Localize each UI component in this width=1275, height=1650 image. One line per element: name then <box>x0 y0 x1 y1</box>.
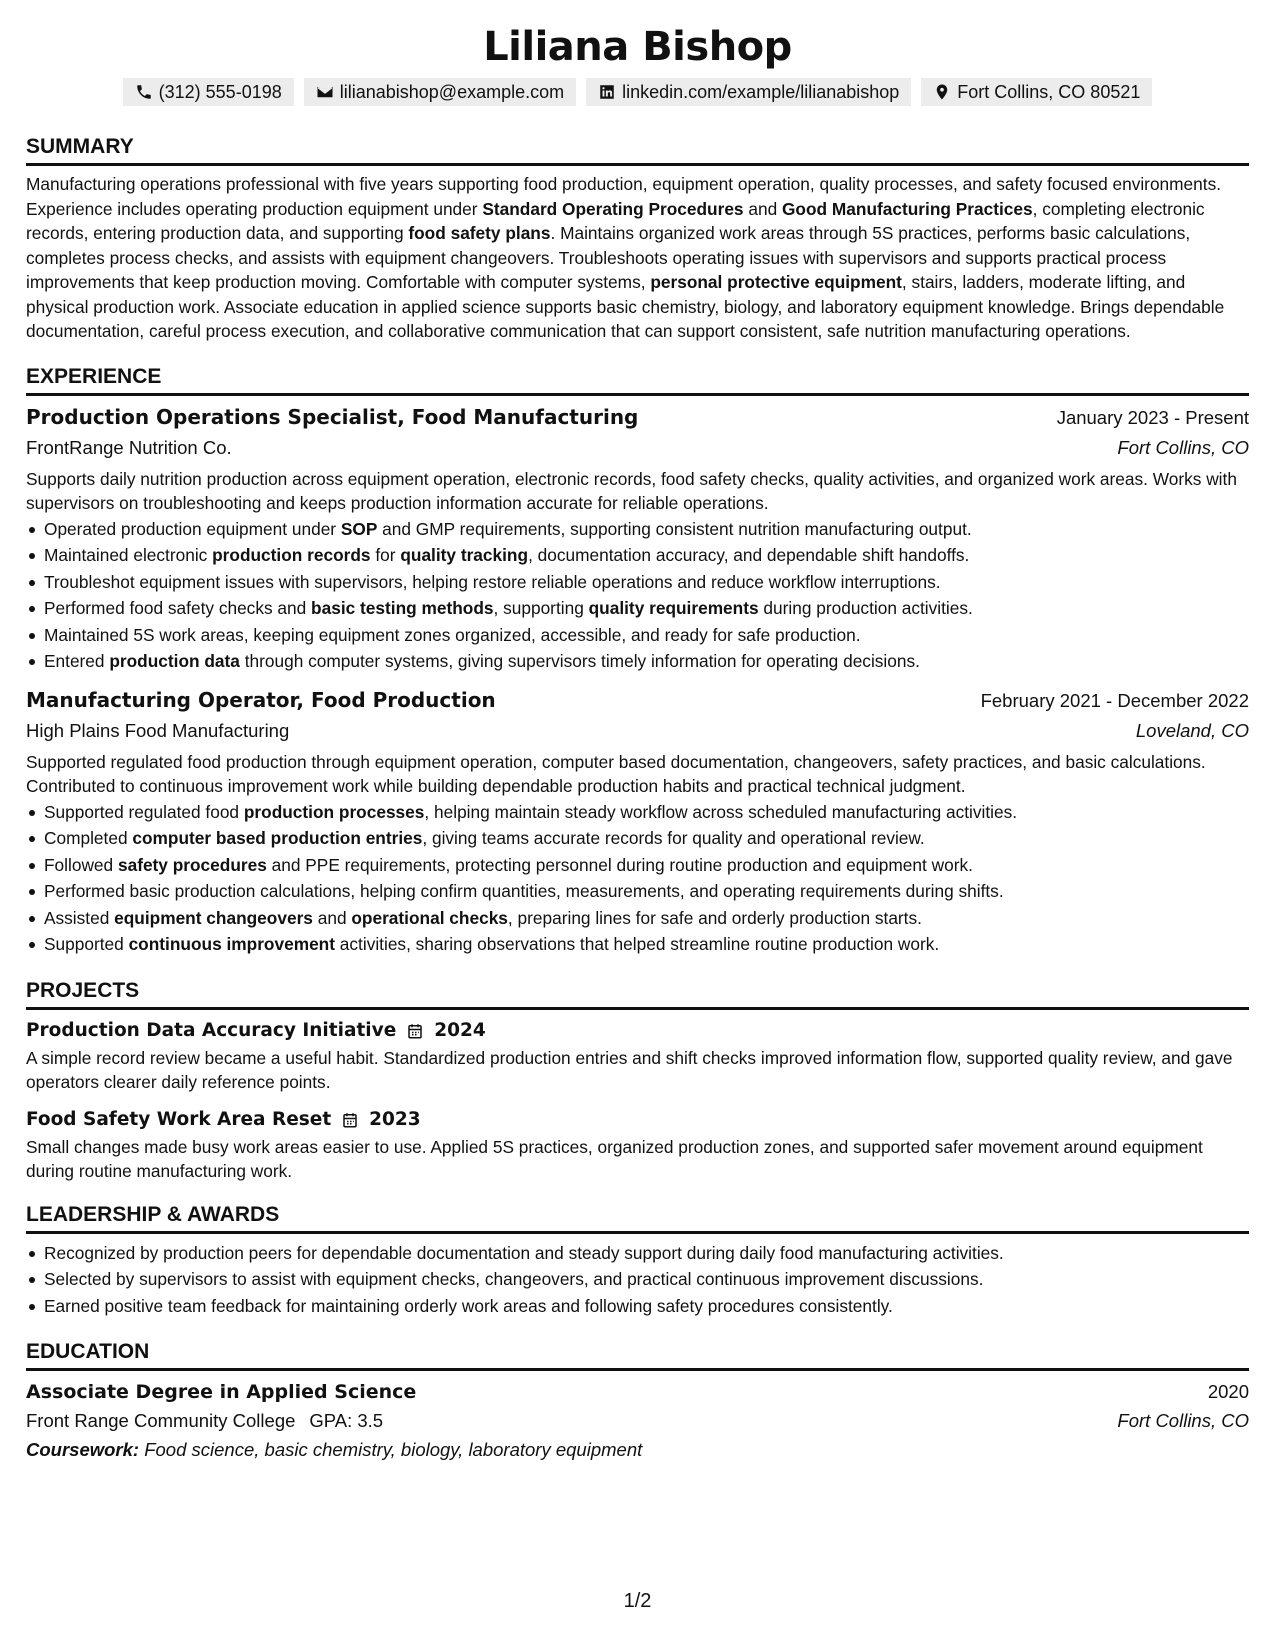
projects-section <box>26 978 1249 1184</box>
linkedin-icon <box>598 83 616 101</box>
list-item: Recognized by production peers for dependable documentation and steady support during daily food manufacturing activities. <box>44 1240 1249 1267</box>
project-name: Food Safety Work Area Reset <box>26 1108 332 1130</box>
job-location: Fort Collins, CO <box>1117 436 1249 458</box>
job-company: FrontRange Nutrition Co. <box>26 436 232 458</box>
leadership-bullets <box>26 1240 1249 1320</box>
job-dates: January 2023 - Present <box>1056 406 1249 428</box>
contact-phone[interactable] <box>123 78 294 106</box>
list-item: Assisted equipment changeovers and operational checks, preparing lines for safe and orderly production starts. <box>44 905 1249 932</box>
candidate-name: Liliana Bishop <box>483 24 792 70</box>
job-description: Supported regulated food production through equipment operation, computer based documentation, changeovers, safety practices, and basic calculations. Contributed to continuous improvement work while building dependable production habits and practical technical judgment. <box>26 751 1206 796</box>
summary-section <box>26 134 1249 344</box>
list-item: Entered production data through computer systems, giving supervisors timely information for operating decisions. <box>44 648 1249 675</box>
calendar-icon <box>406 1022 424 1040</box>
leadership-section <box>26 1202 1249 1320</box>
resume-page <box>26 20 1249 1465</box>
school-location: Fort Collins, CO <box>1117 1410 1249 1431</box>
calendar-icon <box>341 1111 359 1129</box>
school-name: Front Range Community College <box>26 1410 296 1431</box>
list-item: Maintained 5S work areas, keeping equipment zones organized, accessible, and ready for safe production. <box>44 622 1249 649</box>
job-entry <box>26 685 1249 958</box>
education-section <box>26 1339 1249 1465</box>
phone-icon <box>135 83 153 101</box>
experience-section <box>26 364 1249 958</box>
leadership-heading: LEADERSHIP & AWARDS <box>26 1202 1249 1234</box>
list-item: Performed basic production calculations, helping confirm quantities, measurements, and operating requirements during shifts. <box>44 878 1249 905</box>
degree: Associate Degree in Applied Science <box>26 1381 417 1403</box>
experience-heading: EXPERIENCE <box>26 364 1249 396</box>
contact-linkedin-text: linkedin.com/example/lilianabishop <box>622 81 900 102</box>
list-item: Completed computer based production entries, giving teams accurate records for quality and operational review. <box>44 825 1249 852</box>
coursework <box>26 1435 1249 1465</box>
list-item: Operated production equipment under SOP and GMP requirements, supporting consistent nutrition manufacturing output. <box>44 516 1249 543</box>
list-item: Earned positive team feedback for maintaining orderly work areas and following safety procedures consistently. <box>44 1293 1249 1320</box>
graduation-year: 2020 <box>1207 1381 1249 1402</box>
list-item: Supported continuous improvement activities, sharing observations that helped streamline routine production work. <box>44 931 1249 958</box>
contact-phone-text: (312) 555-0198 <box>158 81 282 102</box>
job-entry <box>26 402 1249 675</box>
job-dates: February 2021 - December 2022 <box>980 689 1249 711</box>
job-title: Manufacturing Operator, Food Production <box>26 687 496 712</box>
contact-email[interactable] <box>304 78 576 106</box>
contact-location[interactable] <box>921 78 1152 106</box>
project-entry <box>26 1105 1249 1184</box>
coursework-label: Coursework: <box>26 1439 140 1460</box>
project-year: 2024 <box>434 1019 486 1041</box>
job-bullets <box>26 516 1249 675</box>
job-company: High Plains Food Manufacturing <box>26 719 290 741</box>
project-description: Small changes made busy work areas easier to use. Applied 5S practices, organized production zones, and supported safer movement around equipment during routine manufacturing work. <box>26 1136 1203 1181</box>
list-item: Followed safety procedures and PPE requirements, protecting personnel during routine production and equipment work. <box>44 852 1249 879</box>
list-item: Selected by supervisors to assist with equipment checks, changeovers, and practical continuous improvement discussions. <box>44 1266 1249 1293</box>
education-heading: EDUCATION <box>26 1339 1249 1371</box>
job-location: Loveland, CO <box>1135 719 1249 741</box>
project-entry <box>26 1016 1249 1095</box>
list-item: Troubleshot equipment issues with supervisors, helping restore reliable operations and reduce workflow interruptions. <box>44 569 1249 596</box>
contact-email-text: lilianabishop@example.com <box>339 81 565 102</box>
projects-heading: PROJECTS <box>26 978 1249 1010</box>
page-number: 1/2 <box>623 1590 652 1612</box>
coursework-list: Food science, basic chemistry, biology, laboratory equipment <box>139 1439 643 1460</box>
contact-location-text: Fort Collins, CO 80521 <box>957 81 1141 102</box>
contact-linkedin[interactable] <box>586 78 911 106</box>
list-item: Maintained electronic production records for quality tracking, documentation accuracy, and dependable shift handoffs. <box>44 542 1249 569</box>
summary-heading: SUMMARY <box>26 134 1249 166</box>
envelope-icon <box>316 83 334 101</box>
list-item: Performed food safety checks and basic testing methods, supporting quality requirements during production activities. <box>44 595 1249 622</box>
list-item: Supported regulated food production processes, helping maintain steady workflow across scheduled manufacturing activities. <box>44 799 1249 826</box>
gpa: GPA: 3.5 <box>309 1410 384 1431</box>
job-bullets <box>26 799 1249 958</box>
job-description: Supports daily nutrition production across equipment operation, electronic records, food safety checks, quality activities, and organized work areas. Works with supervisors on troubleshooting and keeps production information accurate for reliable operations. <box>26 468 1237 513</box>
summary-text: Manufacturing operations professional with five years supporting food production, equipment operation, quality processes, and safety focused environments. Experience includes operating production equipment under Standard Operating Procedures and Good Manufacturing Practices, completing electronic records, entering production data, and supporting food safety plans. Maintains organized work areas through 5S practices, performs basic calculations, completes process checks, and assists with equipment changeovers. Troubleshoots operating issues with supervisors and supports practical process improvements that keep production moving. Comfortable with computer systems, personal protective equipment, stairs, ladders, moderate lifting, and physical production work. Associate education in applied science supports basic chemistry, biology, and laboratory equipment knowledge. Brings dependable documentation, careful process execution, and collaborative communication that can support consistent, safe nutrition manufacturing operations. <box>26 174 1225 341</box>
project-name: Production Data Accuracy Initiative <box>26 1019 397 1041</box>
contact-bar <box>26 78 1249 106</box>
project-year: 2023 <box>369 1108 421 1130</box>
location-pin-icon <box>933 83 951 101</box>
job-title: Production Operations Specialist, Food Manufacturing <box>26 404 639 429</box>
project-description: A simple record review became a useful habit. Standardized production entries and shift checks improved information flow, supported quality review, and gave operators clearer daily reference points. <box>26 1047 1233 1092</box>
